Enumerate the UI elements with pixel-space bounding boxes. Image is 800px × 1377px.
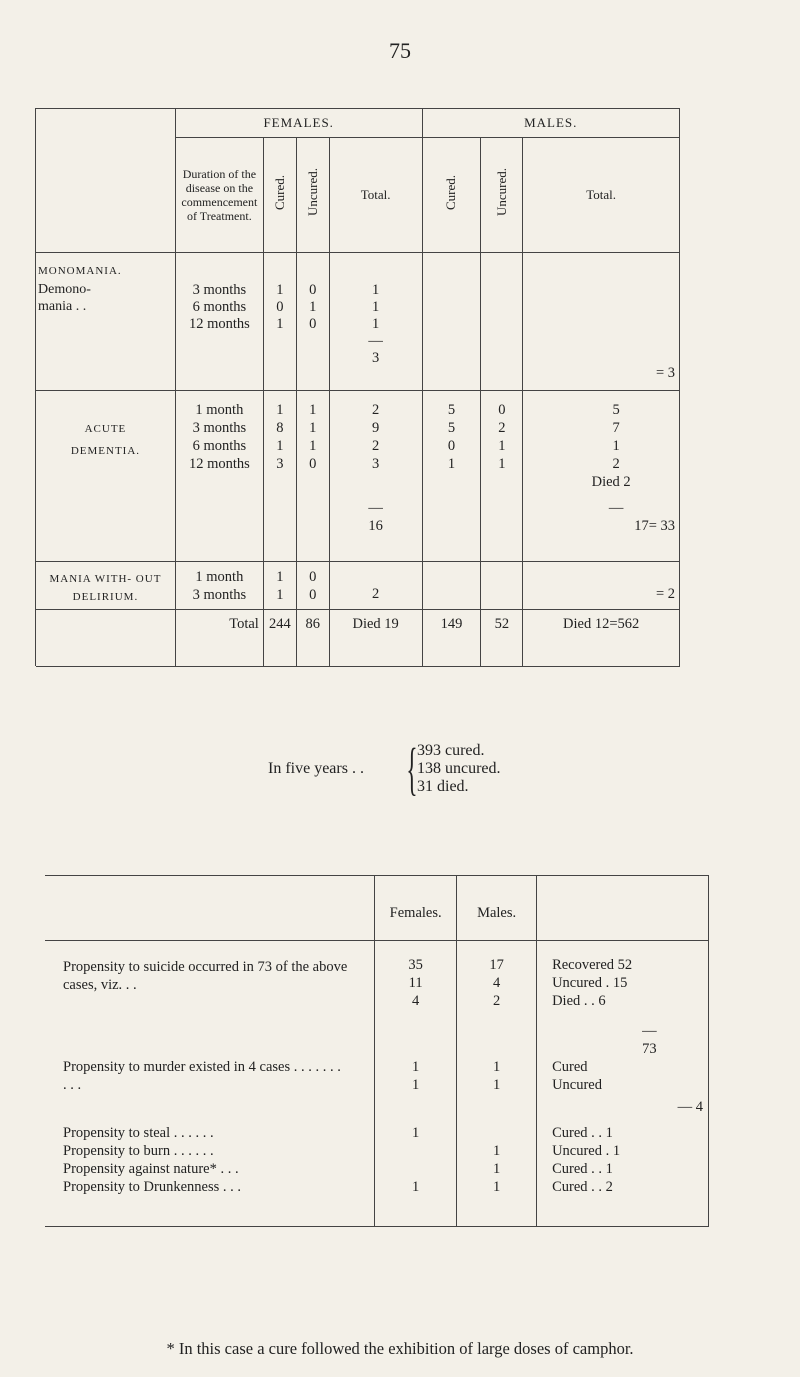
value: 1	[372, 282, 380, 298]
value: 2	[372, 438, 380, 454]
outcome: Died . . 6	[552, 993, 606, 1009]
m-subtotal: = 2	[523, 562, 680, 610]
value: 17	[489, 957, 504, 973]
value: 4	[412, 993, 420, 1009]
table-row	[45, 1142, 709, 1160]
value: 0	[309, 282, 317, 298]
subtotal: 2	[329, 562, 422, 610]
subtotal: 16	[368, 518, 383, 534]
value: 0	[447, 438, 456, 454]
males-header: MALES.	[422, 109, 679, 138]
value: 1	[447, 456, 456, 472]
died-count: Died 2	[591, 474, 631, 490]
males-col-header: Males.	[457, 876, 537, 941]
outcome: Cured	[552, 1059, 588, 1075]
value: 1	[276, 438, 284, 454]
outcome: Cured . . 2	[537, 1178, 709, 1226]
females-header: FEMALES.	[175, 109, 422, 138]
value: 1	[276, 587, 284, 603]
value: 2	[492, 993, 501, 1009]
value: 1	[492, 1059, 501, 1075]
value	[375, 1142, 457, 1160]
f-cured-header: Cured.	[271, 174, 287, 211]
sum-rule: —	[368, 333, 383, 349]
page-number: 75	[389, 38, 411, 63]
summary-item: 31 died.	[417, 778, 469, 795]
value: 1	[276, 569, 284, 585]
total-m-cured: 149	[422, 610, 481, 666]
total-label: Total	[175, 610, 263, 666]
value: 1	[375, 1124, 457, 1142]
total-f-total: Died 19	[329, 610, 422, 666]
value: 2	[372, 402, 380, 418]
section-title: MONOMANIA.	[38, 265, 122, 277]
value: 1	[276, 316, 284, 332]
value: 2	[612, 456, 620, 472]
sum-rule: —	[368, 500, 383, 516]
summary-item: 138 uncured.	[417, 760, 501, 777]
value: 11	[408, 975, 423, 991]
outcome: Recovered 52	[552, 957, 633, 973]
value: 1	[372, 316, 380, 332]
row-label: Propensity to burn . . . . . .	[45, 1142, 375, 1160]
value: 35	[408, 957, 423, 973]
value: 1	[498, 438, 506, 454]
outcome: Cured . . 1	[537, 1124, 709, 1142]
row-label: Propensity to steal . . . . . .	[45, 1124, 375, 1142]
value: 1	[457, 1142, 537, 1160]
value: 0	[309, 456, 317, 472]
section-monomania	[36, 253, 680, 391]
outcome: Uncured . 1	[537, 1142, 709, 1160]
duration: 6 months	[192, 438, 247, 454]
value: 1	[375, 1178, 457, 1226]
brace-glyph: {	[406, 736, 418, 801]
females-col-header: Females.	[375, 876, 457, 941]
row-label: Propensity against nature* . . .	[45, 1160, 375, 1178]
table-row	[45, 1178, 709, 1226]
total-row	[36, 610, 680, 666]
value: 1	[276, 402, 284, 418]
table-row	[45, 1124, 709, 1142]
m-cured-header: Cured.	[443, 174, 459, 211]
subtotal: 17= 33	[634, 518, 675, 534]
duration: 6 months	[192, 299, 247, 315]
section-title: MANIA WITH- OUT DELIRIUM.	[36, 562, 176, 610]
value: 1	[492, 1077, 501, 1093]
outcome: Uncured . 15	[552, 975, 628, 991]
m-subtotal: = 3	[523, 253, 680, 391]
section-acute-dementia	[36, 391, 680, 562]
value: 5	[447, 420, 456, 436]
duration: 1 month	[195, 569, 244, 585]
value: 1	[457, 1160, 537, 1178]
value: 1	[412, 1059, 420, 1075]
m-uncured-header: Uncured.	[493, 168, 509, 217]
row-label: Propensity to suicide occurred in 73 of the above cases, viz. . .	[45, 941, 375, 1059]
value: 0	[276, 299, 284, 315]
value: 5	[612, 402, 620, 418]
outcome: Cured . . 1	[537, 1160, 709, 1178]
total-f-cured: 244	[263, 610, 296, 666]
value: 1	[309, 438, 317, 454]
sum-rule: —	[642, 1023, 657, 1039]
duration: 1 month	[195, 402, 244, 418]
outcomes-table	[35, 108, 680, 667]
value: 0	[309, 316, 317, 332]
value: 3	[372, 456, 380, 472]
value	[375, 1160, 457, 1178]
section-mania-without-delirium	[36, 562, 680, 610]
propensity-table	[45, 875, 709, 1227]
value: 0	[498, 402, 506, 418]
value: 2	[498, 420, 506, 436]
m-total-header: Total.	[523, 138, 680, 253]
value: 1	[412, 1077, 420, 1093]
duration: 3 months	[192, 282, 247, 298]
outcome-total: 73	[642, 1041, 657, 1057]
f-total-header: Total.	[329, 138, 422, 253]
row-label: Propensity to murder existed in 4 cases . . . . . . . . . .	[45, 1058, 375, 1124]
total-m-total: Died 12=562	[523, 610, 680, 666]
table-row	[45, 1058, 709, 1124]
value	[457, 1124, 537, 1142]
outcome: Uncured	[552, 1077, 602, 1093]
footnote: * In this case a cure followed the exhibition of large doses of camphor.	[166, 1339, 634, 1358]
value: 3	[276, 456, 284, 472]
value: 0	[309, 569, 317, 585]
table-row	[45, 1160, 709, 1178]
total-f-uncured: 86	[296, 610, 329, 666]
value: 8	[276, 420, 284, 436]
f-uncured-header: Uncured.	[304, 168, 320, 217]
section-title: ACUTE DEMENTIA.	[36, 391, 176, 562]
summary-label: In five years . .	[268, 760, 364, 777]
duration: 3 months	[192, 420, 247, 436]
value: 5	[447, 402, 456, 418]
duration-header: Duration of the disease on the commencement of Treatment.	[175, 138, 263, 253]
value: 0	[309, 587, 317, 603]
value: 1	[276, 282, 284, 298]
summary-item: 393 cured.	[417, 742, 485, 759]
value: 4	[492, 975, 501, 991]
value: 9	[372, 420, 380, 436]
corner-cell	[36, 109, 176, 253]
value: 1	[372, 299, 380, 315]
value: 1	[498, 456, 506, 472]
sum-rule: —	[608, 500, 624, 516]
value: 1	[309, 420, 317, 436]
value: 1	[309, 402, 317, 418]
table-row	[45, 941, 709, 1059]
value: 1	[457, 1178, 537, 1226]
duration: 12 months	[188, 456, 250, 472]
value: 7	[612, 420, 620, 436]
value: 1	[612, 438, 620, 454]
outcome-total: — 4	[677, 1099, 703, 1115]
section-subtitle: Demono- mania . .	[38, 282, 91, 314]
duration: 3 months	[192, 587, 247, 603]
value: 1	[309, 299, 317, 315]
subtotal: 3	[372, 350, 380, 366]
duration: 12 months	[188, 316, 250, 332]
row-label: Propensity to Drunkenness . . .	[45, 1178, 375, 1226]
total-m-uncured: 52	[481, 610, 523, 666]
